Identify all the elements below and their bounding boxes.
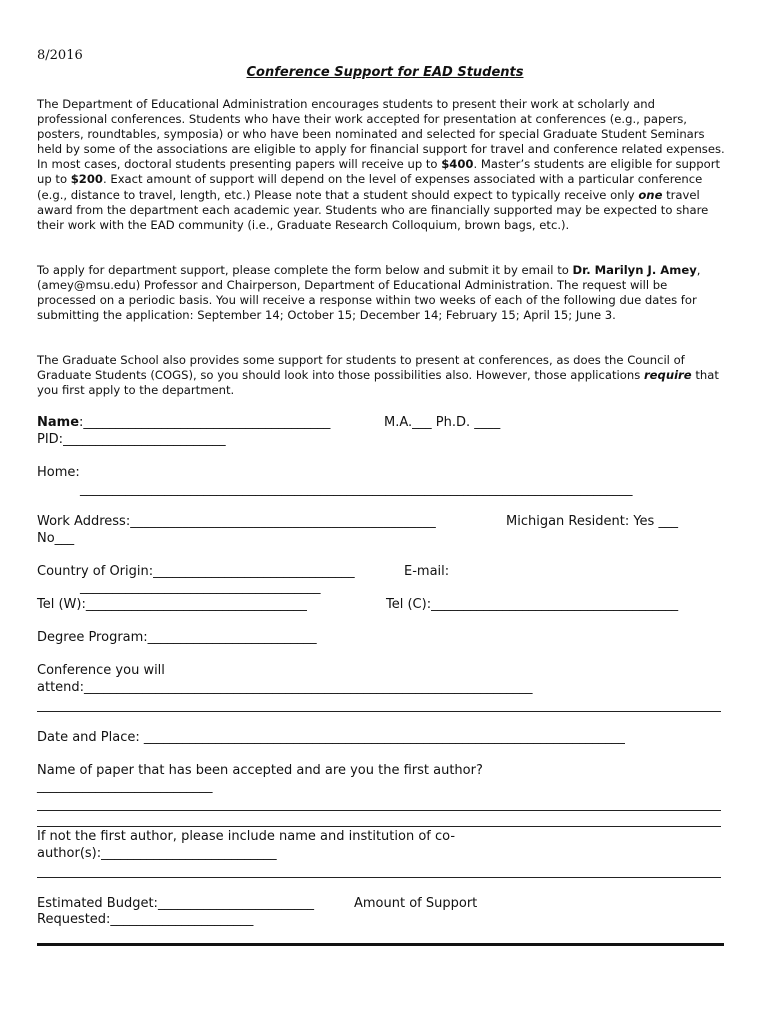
michigan-resident-no[interactable]: No___ [37,531,75,546]
conference-label: Conference you will [37,663,165,678]
document-date: 8/2016 [37,48,83,63]
conference-field[interactable]: attend:_____________________________________________________________________ [37,680,533,695]
degree-checkboxes[interactable]: M.A.___ Ph.D. ____ [384,415,501,430]
michigan-resident-yes[interactable]: Michigan Resident: Yes ___ [506,514,678,529]
bottom-divider [37,943,724,946]
email-label: E-mail: [404,564,450,579]
paper-extra-line-1[interactable] [37,810,721,811]
degree-program-field[interactable]: Degree Program:__________________________ [37,630,317,645]
name-field[interactable]: Name:______________________________________ [37,415,331,430]
coauthor-extra-line[interactable] [37,877,721,878]
page-title: Conference Support for EAD Students [246,65,524,80]
home-label: Home: [37,465,80,480]
paper-extra-line-2[interactable] [37,826,721,827]
paper-question: Name of paper that has been accepted and are you the first author? [37,763,483,778]
conference-extra-line[interactable] [37,711,721,712]
pid-field[interactable]: PID:_________________________ [37,432,226,447]
email-field[interactable]: _____________________________________ [80,580,321,595]
coauthor-label: If not the first author, please include name and institution of co- [37,829,456,844]
intro-paragraph-1: The Department of Educational Administration encourages students to present their work at scholarly and professional conferences. Students who have their work accepted for presentation at conferences (e.g., papers, posters, roundtables, symposia) or who have been nominated and selected for special Graduate Student Seminars held by some of the associations are eligible to apply for financial support for travel and conference related expenses. In most cases, doctoral students presenting papers will receive up to $400. Master’s students are eligible for support up to $200. Exact amount of support will depend on the level of expenses associated with a particular conference (e.g., distance to travel, length, etc.) Please note that a student should expect to typically receive only one travel award from the department each academic year. Students who are financially supported may be expected to share their work with the EAD community (i.e., Graduate Research Colloquium, brown bags, etc.). [37,97,725,232]
tel-cell-field[interactable]: Tel (C):______________________________________ [386,597,679,612]
work-address-field[interactable]: Work Address:_______________________________________________ [37,514,436,529]
coauthor-field[interactable]: author(s):___________________________ [37,846,277,861]
paper-field[interactable]: ___________________________ [37,779,213,794]
amount-requested-field[interactable]: Requested:______________________ [37,912,254,927]
country-of-origin-field[interactable]: Country of Origin:_______________________________ [37,564,355,579]
intro-paragraph-2: To apply for department support, please complete the form below and submit it by email to Dr. Marilyn J. Amey, (amey@msu.edu) Professor and Chairperson, Department of Educational Administration. The request will be processed on a periodic basis. You will receive a response within two weeks of each of the following due dates for submitting the application: September 14; October 15; December 14; February 15; April 15; June 3. [37,263,701,323]
home-field[interactable]: _____________________________________________________________________________________ [80,482,633,497]
tel-work-field[interactable]: Tel (W):__________________________________ [37,597,307,612]
date-place-field[interactable]: Date and Place: __________________________________________________________________________ [37,730,625,745]
amount-requested-label: Amount of Support [354,896,478,911]
estimated-budget-field[interactable]: Estimated Budget:________________________ [37,896,314,911]
intro-paragraph-3: The Graduate School also provides some support for students to present at conferences, as does the Council of Graduate Students (COGS), so you should look into those possibilities also. However, those applications require that you first apply to the department. [37,353,719,398]
